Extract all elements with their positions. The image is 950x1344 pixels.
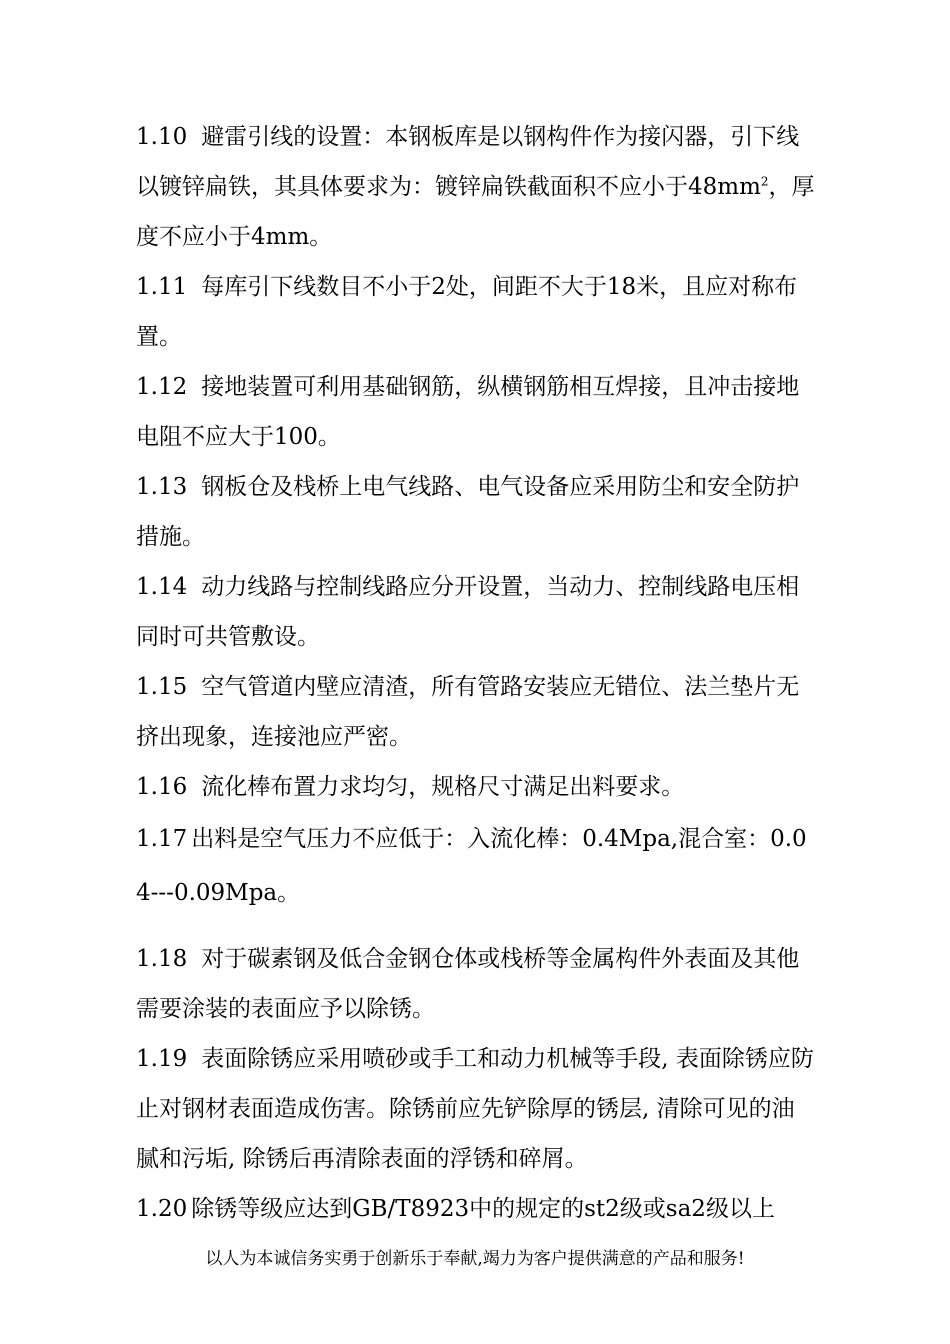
paragraph-1-18	[136, 934, 816, 1034]
clause-text: 流化棒布置力求均匀，规格尺寸满足出料要求。	[201, 774, 685, 800]
paragraph-1-16	[136, 762, 816, 812]
clause-text: 除锈等级应达到GB/T8923中的规定的st2级或sa2级以上	[191, 1196, 775, 1222]
paragraph-1-20	[136, 1184, 816, 1234]
clause-text: 每库引下线数目不小于2处，间距不大于18米，且应对称布置。	[136, 274, 798, 350]
spacer	[136, 920, 816, 934]
clause-text: 接地装置可利用基础钢筋，纵横钢筋相互焊接，且冲击接地电阻不应大于100。	[136, 374, 800, 450]
paragraph-1-13	[136, 462, 816, 562]
clause-text: 钢板仓及栈桥上电气线路、电气设备应采用防尘和安全防护措施。	[136, 474, 800, 550]
paragraph-1-10	[136, 112, 816, 262]
clause-number: 1.10	[136, 124, 188, 150]
paragraph-1-14	[136, 562, 816, 662]
clause-number: 1.17	[136, 826, 188, 852]
paragraph-1-17	[136, 812, 816, 920]
paragraph-1-11	[136, 262, 816, 362]
superscript: 2	[760, 174, 769, 189]
clause-number: 1.19	[136, 1046, 188, 1072]
clause-number: 1.11	[136, 274, 188, 300]
paragraph-1-19	[136, 1034, 816, 1184]
clause-text: 动力线路与控制线路应分开设置，当动力、控制线路电压相同时可共管敷设。	[136, 574, 800, 650]
clause-text-cont: ，厚度不应小于4mm。	[136, 174, 815, 250]
clause-number: 1.12	[136, 374, 188, 400]
clause-text: 对于碳素钢及低合金钢仓体或栈桥等金属构件外表面及其他需要涂装的表面应予以除锈。	[136, 946, 800, 1022]
clause-number: 1.14	[136, 574, 188, 600]
clause-number: 1.18	[136, 946, 188, 972]
clause-text: 表面除锈应采用喷砂或手工和动力机械等手段, 表面除锈应防止对钢材表面造成伤害。除锈前应先铲除厚的锈层, 清除可见的油腻和污垢, 除锈后再清除表面的浮锈和碎屑。	[136, 1046, 814, 1172]
clause-text: 避雷引线的设置：本钢板库是以钢构件作为接闪器，引下线以镀锌扁铁，其具体要求为：镀锌扁铁截面积不应小于48mm	[136, 124, 800, 200]
page-footer-slogan: 以人为本诚信务实勇于创新乐于奉献,竭力为客户提供满意的产品和服务!	[205, 1249, 745, 1269]
clause-number: 1.16	[136, 774, 188, 800]
clause-number: 1.20	[136, 1196, 188, 1222]
clause-text: 出料是空气压力不应低于：入流化棒：0.4Mpa,混合室：0.04---0.09Mpa。	[136, 826, 807, 906]
clause-number: 1.13	[136, 474, 188, 500]
document-body	[136, 112, 816, 1234]
clause-text: 空气管道内壁应清渣，所有管路安装应无错位、法兰垫片无挤出现象，连接池应严密。	[136, 674, 800, 750]
clause-number: 1.15	[136, 674, 188, 700]
paragraph-1-12	[136, 362, 816, 462]
paragraph-1-15	[136, 662, 816, 762]
